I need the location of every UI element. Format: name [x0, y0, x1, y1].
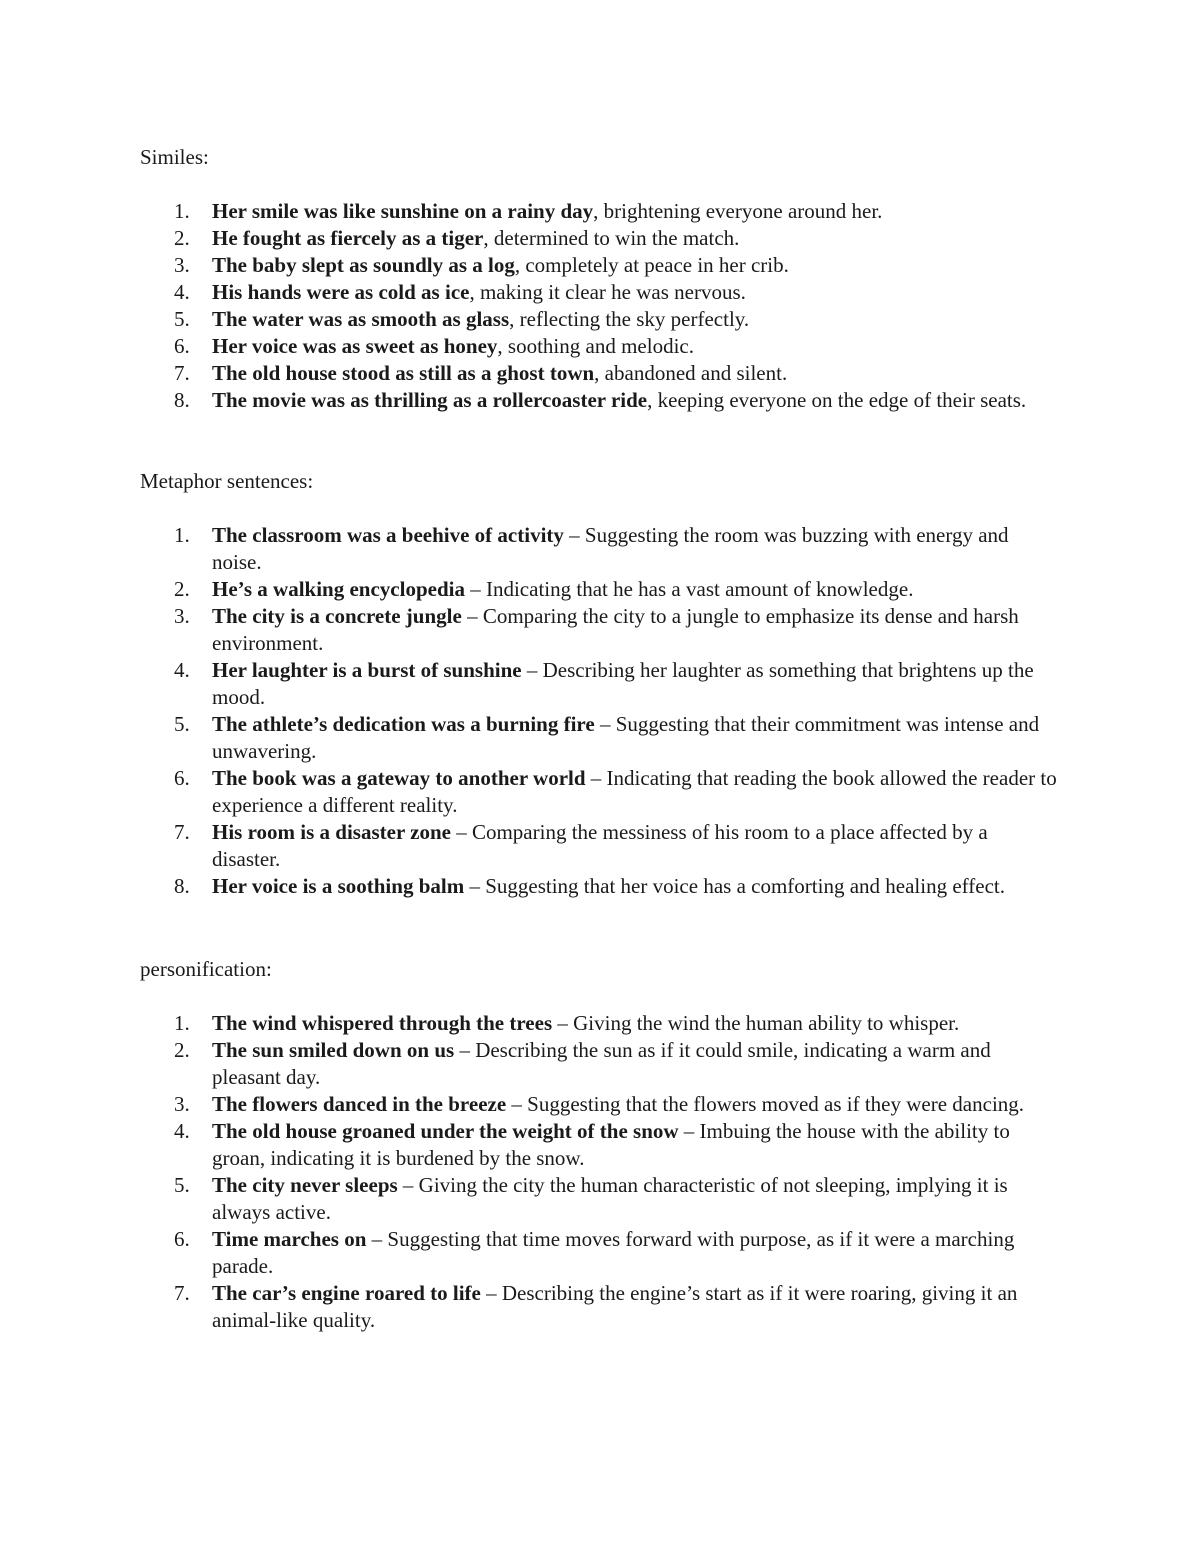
- list-item: [140, 1226, 1060, 1280]
- list-item: [140, 1091, 1060, 1118]
- metaphors-list: [140, 522, 1060, 900]
- item-phrase: The city is a concrete jungle: [212, 604, 462, 628]
- list-item: [140, 576, 1060, 603]
- list-item: [140, 387, 1060, 414]
- list-item: [140, 522, 1060, 576]
- item-explanation: – Comparing the messiness of his room to a place affected by a disaster.: [212, 820, 988, 871]
- item-phrase: Her voice was as sweet as honey: [212, 334, 498, 358]
- item-number: 7.: [174, 361, 190, 385]
- item-phrase: The sun smiled down on us: [212, 1038, 455, 1062]
- item-number: 4.: [174, 280, 190, 304]
- item-number: 2.: [174, 226, 190, 250]
- item-number: 1.: [174, 199, 190, 223]
- list-item: [140, 873, 1060, 900]
- item-explanation: , abandoned and silent.: [594, 361, 788, 385]
- item-explanation: , keeping everyone on the edge of their seats.: [647, 388, 1027, 412]
- item-phrase: His room is a disaster zone: [212, 820, 451, 844]
- item-number: 5.: [174, 712, 190, 736]
- list-item: [140, 603, 1060, 657]
- item-number: 2.: [174, 577, 190, 601]
- item-phrase: The car’s engine roared to life: [212, 1281, 481, 1305]
- item-explanation: , completely at peace in her crib.: [514, 253, 789, 277]
- list-item: [140, 333, 1060, 360]
- item-explanation: – Suggesting that their commitment was intense and unwavering.: [212, 712, 1040, 763]
- item-number: 8.: [174, 874, 190, 898]
- list-item: [140, 1010, 1060, 1037]
- list-item: [140, 1172, 1060, 1226]
- item-phrase: Time marches on: [212, 1227, 367, 1251]
- item-explanation: – Suggesting that her voice has a comforting and healing effect.: [464, 874, 1005, 898]
- personification-list: [140, 1010, 1060, 1334]
- item-explanation: – Suggesting that time moves forward with purpose, as if it were a marching parade.: [212, 1227, 1015, 1278]
- similes-list: [140, 198, 1060, 414]
- item-explanation: , making it clear he was nervous.: [469, 280, 746, 304]
- item-explanation: – Giving the city the human characteristic of not sleeping, implying it is always active.: [212, 1173, 1008, 1224]
- item-number: 7.: [174, 820, 190, 844]
- item-explanation: – Giving the wind the human ability to whisper.: [552, 1011, 960, 1035]
- item-phrase: He’s a walking encyclopedia: [212, 577, 465, 601]
- item-phrase: Her voice is a soothing balm: [212, 874, 465, 898]
- similes-heading: Similes:: [140, 145, 209, 169]
- list-item: [140, 360, 1060, 387]
- personification-section: [140, 956, 1060, 1334]
- item-phrase: He fought as fiercely as a tiger: [212, 226, 484, 250]
- personification-heading: personification:: [140, 957, 272, 981]
- item-number: 4.: [174, 1119, 190, 1143]
- item-explanation: , determined to win the match.: [483, 226, 740, 250]
- item-number: 8.: [174, 388, 190, 412]
- item-phrase: His hands were as cold as ice: [212, 280, 470, 304]
- item-number: 5.: [174, 1173, 190, 1197]
- item-phrase: The movie was as thrilling as a rollercoaster ride: [212, 388, 648, 412]
- item-explanation: , brightening everyone around her.: [593, 199, 883, 223]
- item-number: 7.: [174, 1281, 190, 1305]
- metaphors-section: [140, 468, 1060, 900]
- item-explanation: – Describing her laughter as something that brightens up the mood.: [212, 658, 1034, 709]
- item-number: 6.: [174, 334, 190, 358]
- item-explanation: – Suggesting the room was buzzing with energy and noise.: [212, 523, 1009, 574]
- list-item: [140, 1118, 1060, 1172]
- item-number: 4.: [174, 658, 190, 682]
- item-number: 2.: [174, 1038, 190, 1062]
- item-phrase: The classroom was a beehive of activity: [212, 523, 564, 547]
- item-number: 6.: [174, 1227, 190, 1251]
- item-explanation: – Describing the sun as if it could smile, indicating a warm and pleasant day.: [212, 1038, 991, 1089]
- item-explanation: – Suggesting that the flowers moved as if they were dancing.: [506, 1092, 1025, 1116]
- list-item: [140, 1037, 1060, 1091]
- item-phrase: The baby slept as soundly as a log: [212, 253, 515, 277]
- item-explanation: , soothing and melodic.: [497, 334, 694, 358]
- item-explanation: – Comparing the city to a jungle to emphasize its dense and harsh environment.: [212, 604, 1019, 655]
- item-phrase: The city never sleeps: [212, 1173, 398, 1197]
- list-item: [140, 225, 1060, 252]
- item-phrase: Her smile was like sunshine on a rainy day: [212, 199, 594, 223]
- item-explanation: – Describing the engine’s start as if it were roaring, giving it an animal-like quality.: [212, 1281, 1018, 1332]
- item-explanation: – Indicating that reading the book allowed the reader to experience a different reality.: [212, 766, 1057, 817]
- list-item: [140, 819, 1060, 873]
- list-item: [140, 279, 1060, 306]
- item-number: 5.: [174, 307, 190, 331]
- item-number: 3.: [174, 1092, 190, 1116]
- list-item: [140, 1280, 1060, 1334]
- item-phrase: The old house groaned under the weight of the snow: [212, 1119, 679, 1143]
- item-phrase: The wind whispered through the trees: [212, 1011, 553, 1035]
- item-phrase: The flowers danced in the breeze: [212, 1092, 507, 1116]
- item-number: 3.: [174, 604, 190, 628]
- item-number: 6.: [174, 766, 190, 790]
- item-phrase: The old house stood as still as a ghost town: [212, 361, 595, 385]
- list-item: [140, 711, 1060, 765]
- item-phrase: The water was as smooth as glass: [212, 307, 510, 331]
- item-explanation: , reflecting the sky perfectly.: [509, 307, 750, 331]
- item-number: 1.: [174, 523, 190, 547]
- item-number: 1.: [174, 1011, 190, 1035]
- metaphors-heading: Metaphor sentences:: [140, 469, 314, 493]
- item-explanation: – Indicating that he has a vast amount of knowledge.: [464, 577, 914, 601]
- list-item: [140, 252, 1060, 279]
- list-item: [140, 198, 1060, 225]
- item-phrase: Her laughter is a burst of sunshine: [212, 658, 522, 682]
- item-explanation: – Imbuing the house with the ability to groan, indicating it is burdened by the snow.: [212, 1119, 1010, 1170]
- similes-section: [140, 144, 1060, 414]
- list-item: [140, 657, 1060, 711]
- list-item: [140, 765, 1060, 819]
- item-phrase: The athlete’s dedication was a burning fire: [212, 712, 595, 736]
- item-phrase: The book was a gateway to another world: [212, 766, 586, 790]
- item-number: 3.: [174, 253, 190, 277]
- list-item: [140, 306, 1060, 333]
